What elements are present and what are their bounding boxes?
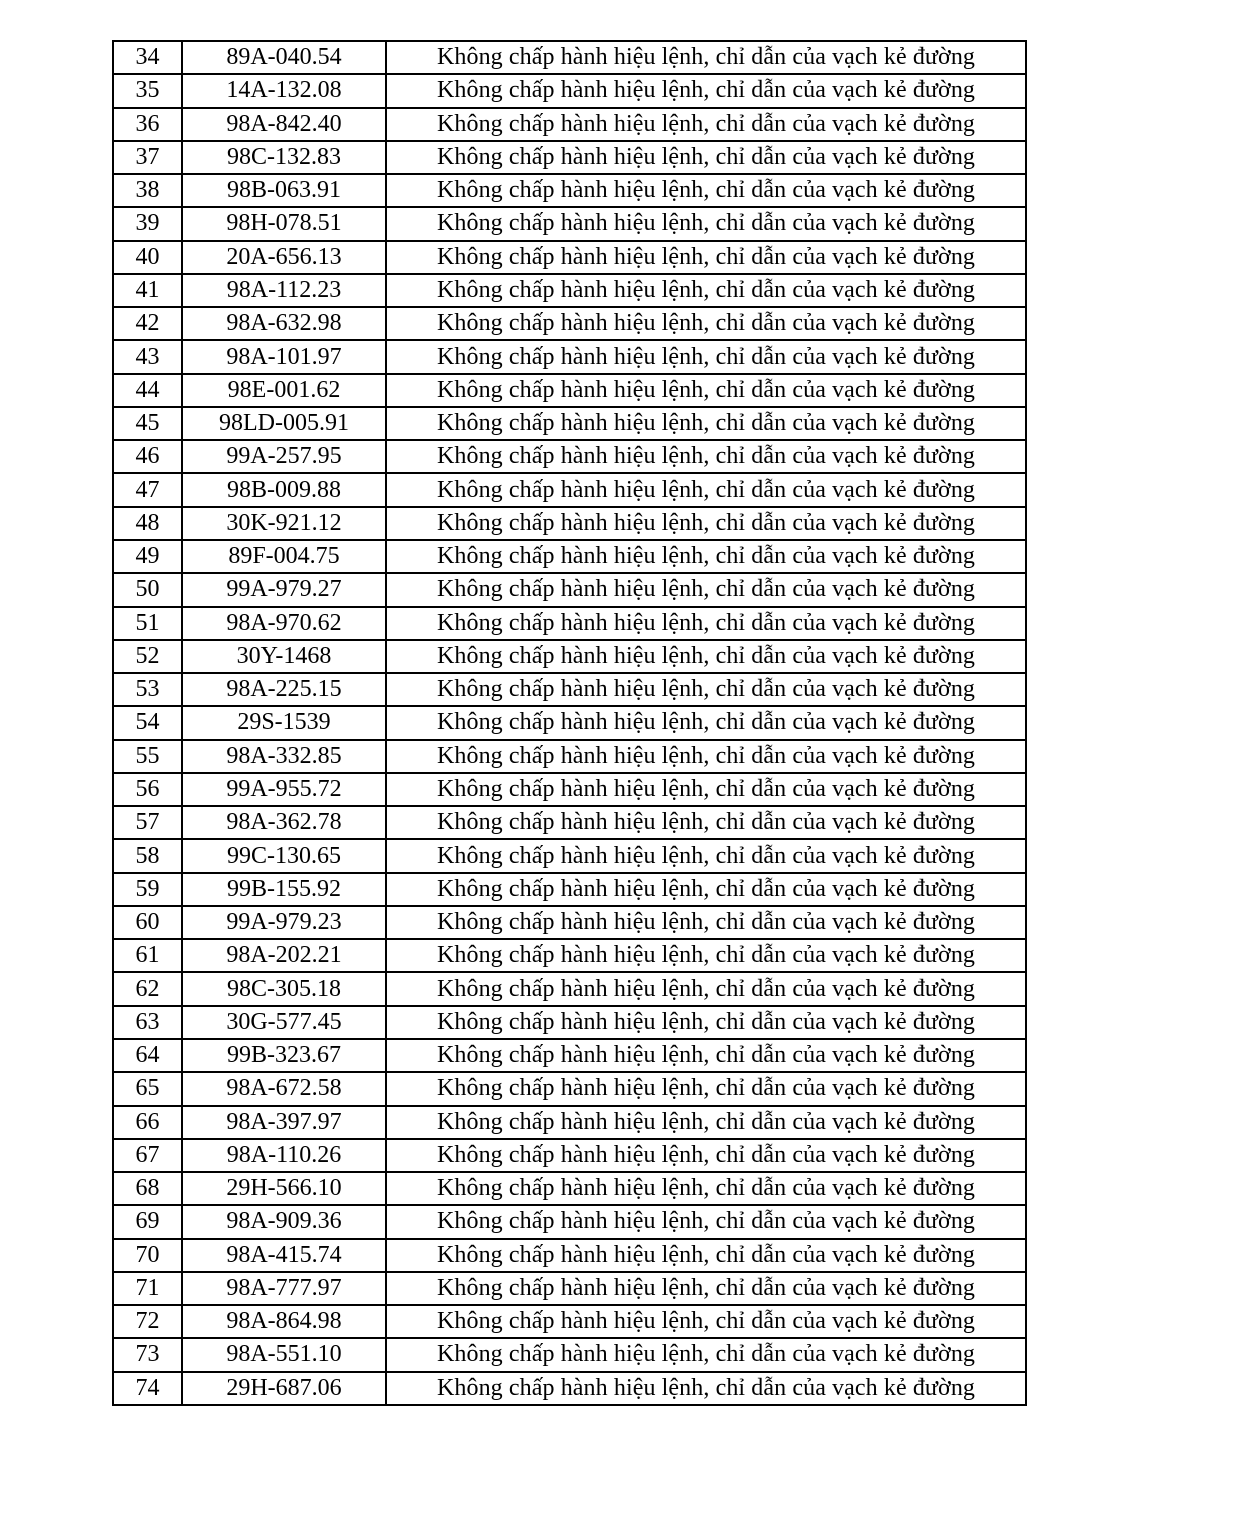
violation-cell: Không chấp hành hiệu lệnh, chỉ dẫn của vạch kẻ đường xyxy=(386,706,1026,739)
row-number-cell: 70 xyxy=(113,1239,182,1272)
table-row xyxy=(113,906,1026,939)
table-row xyxy=(113,1305,1026,1338)
violation-cell: Không chấp hành hiệu lệnh, chỉ dẫn của vạch kẻ đường xyxy=(386,1106,1026,1139)
license-plate-cell: 98A-672.58 xyxy=(182,1072,386,1105)
license-plate-cell: 98A-110.26 xyxy=(182,1139,386,1172)
license-plate-cell: 29S-1539 xyxy=(182,706,386,739)
violation-cell: Không chấp hành hiệu lệnh, chỉ dẫn của vạch kẻ đường xyxy=(386,1272,1026,1305)
license-plate-cell: 98A-632.98 xyxy=(182,307,386,340)
row-number-cell: 73 xyxy=(113,1338,182,1371)
table-row xyxy=(113,307,1026,340)
license-plate-cell: 14A-132.08 xyxy=(182,74,386,107)
row-number-cell: 74 xyxy=(113,1372,182,1405)
row-number-cell: 53 xyxy=(113,673,182,706)
violation-cell: Không chấp hành hiệu lệnh, chỉ dẫn của vạch kẻ đường xyxy=(386,473,1026,506)
table-row xyxy=(113,972,1026,1005)
table-row xyxy=(113,640,1026,673)
row-number-cell: 43 xyxy=(113,340,182,373)
row-number-cell: 35 xyxy=(113,74,182,107)
table-row xyxy=(113,507,1026,540)
table-row xyxy=(113,939,1026,972)
violations-table xyxy=(112,40,1027,1406)
violation-cell: Không chấp hành hiệu lệnh, chỉ dẫn của vạch kẻ đường xyxy=(386,1139,1026,1172)
table-row xyxy=(113,340,1026,373)
table-row xyxy=(113,873,1026,906)
violation-cell: Không chấp hành hiệu lệnh, chỉ dẫn của vạch kẻ đường xyxy=(386,141,1026,174)
table-row xyxy=(113,1006,1026,1039)
license-plate-cell: 98A-362.78 xyxy=(182,806,386,839)
license-plate-cell: 98A-101.97 xyxy=(182,340,386,373)
license-plate-cell: 99A-257.95 xyxy=(182,440,386,473)
violations-table-body xyxy=(113,41,1026,1405)
row-number-cell: 63 xyxy=(113,1006,182,1039)
row-number-cell: 47 xyxy=(113,473,182,506)
violation-cell: Không chấp hành hiệu lệnh, chỉ dẫn của vạch kẻ đường xyxy=(386,1172,1026,1205)
violation-cell: Không chấp hành hiệu lệnh, chỉ dẫn của vạch kẻ đường xyxy=(386,673,1026,706)
license-plate-cell: 89A-040.54 xyxy=(182,41,386,74)
violation-cell: Không chấp hành hiệu lệnh, chỉ dẫn của vạch kẻ đường xyxy=(386,307,1026,340)
violation-cell: Không chấp hành hiệu lệnh, chỉ dẫn của vạch kẻ đường xyxy=(386,773,1026,806)
license-plate-cell: 98E-001.62 xyxy=(182,374,386,407)
violation-cell: Không chấp hành hiệu lệnh, chỉ dẫn của vạch kẻ đường xyxy=(386,274,1026,307)
license-plate-cell: 98A-202.21 xyxy=(182,939,386,972)
row-number-cell: 45 xyxy=(113,407,182,440)
row-number-cell: 55 xyxy=(113,740,182,773)
table-row xyxy=(113,1139,1026,1172)
license-plate-cell: 99A-979.27 xyxy=(182,573,386,606)
license-plate-cell: 98B-063.91 xyxy=(182,174,386,207)
row-number-cell: 46 xyxy=(113,440,182,473)
table-row xyxy=(113,440,1026,473)
table-row xyxy=(113,1106,1026,1139)
violation-cell: Không chấp hành hiệu lệnh, chỉ dẫn của vạch kẻ đường xyxy=(386,340,1026,373)
row-number-cell: 66 xyxy=(113,1106,182,1139)
license-plate-cell: 98A-397.97 xyxy=(182,1106,386,1139)
row-number-cell: 39 xyxy=(113,207,182,240)
license-plate-cell: 29H-687.06 xyxy=(182,1372,386,1405)
row-number-cell: 57 xyxy=(113,806,182,839)
license-plate-cell: 99C-130.65 xyxy=(182,839,386,872)
table-row xyxy=(113,740,1026,773)
violation-cell: Không chấp hành hiệu lệnh, chỉ dẫn của vạch kẻ đường xyxy=(386,573,1026,606)
table-row xyxy=(113,108,1026,141)
violation-cell: Không chấp hành hiệu lệnh, chỉ dẫn của vạch kẻ đường xyxy=(386,607,1026,640)
table-row xyxy=(113,473,1026,506)
row-number-cell: 40 xyxy=(113,241,182,274)
violations-table-container xyxy=(112,40,1027,1406)
license-plate-cell: 98B-009.88 xyxy=(182,473,386,506)
table-row xyxy=(113,1039,1026,1072)
row-number-cell: 71 xyxy=(113,1272,182,1305)
license-plate-cell: 99B-323.67 xyxy=(182,1039,386,1072)
table-row xyxy=(113,1239,1026,1272)
table-row xyxy=(113,1072,1026,1105)
license-plate-cell: 98A-864.98 xyxy=(182,1305,386,1338)
violation-cell: Không chấp hành hiệu lệnh, chỉ dẫn của vạch kẻ đường xyxy=(386,540,1026,573)
row-number-cell: 56 xyxy=(113,773,182,806)
table-row xyxy=(113,207,1026,240)
table-row xyxy=(113,407,1026,440)
violation-cell: Không chấp hành hiệu lệnh, chỉ dẫn của vạch kẻ đường xyxy=(386,972,1026,1005)
license-plate-cell: 99A-979.23 xyxy=(182,906,386,939)
table-row xyxy=(113,374,1026,407)
row-number-cell: 36 xyxy=(113,108,182,141)
row-number-cell: 38 xyxy=(113,174,182,207)
license-plate-cell: 30G-577.45 xyxy=(182,1006,386,1039)
violation-cell: Không chấp hành hiệu lệnh, chỉ dẫn của vạch kẻ đường xyxy=(386,1072,1026,1105)
violation-cell: Không chấp hành hiệu lệnh, chỉ dẫn của vạch kẻ đường xyxy=(386,108,1026,141)
row-number-cell: 37 xyxy=(113,141,182,174)
license-plate-cell: 89F-004.75 xyxy=(182,540,386,573)
row-number-cell: 34 xyxy=(113,41,182,74)
table-row xyxy=(113,41,1026,74)
table-row xyxy=(113,141,1026,174)
table-row xyxy=(113,806,1026,839)
license-plate-cell: 98C-132.83 xyxy=(182,141,386,174)
violation-cell: Không chấp hành hiệu lệnh, chỉ dẫn của vạch kẻ đường xyxy=(386,806,1026,839)
row-number-cell: 62 xyxy=(113,972,182,1005)
row-number-cell: 59 xyxy=(113,873,182,906)
license-plate-cell: 99A-955.72 xyxy=(182,773,386,806)
row-number-cell: 50 xyxy=(113,573,182,606)
violation-cell: Không chấp hành hiệu lệnh, chỉ dẫn của vạch kẻ đường xyxy=(386,374,1026,407)
table-row xyxy=(113,839,1026,872)
license-plate-cell: 98A-970.62 xyxy=(182,607,386,640)
table-row xyxy=(113,1205,1026,1238)
violation-cell: Không chấp hành hiệu lệnh, chỉ dẫn của vạch kẻ đường xyxy=(386,241,1026,274)
violation-cell: Không chấp hành hiệu lệnh, chỉ dẫn của vạch kẻ đường xyxy=(386,507,1026,540)
row-number-cell: 69 xyxy=(113,1205,182,1238)
row-number-cell: 65 xyxy=(113,1072,182,1105)
row-number-cell: 68 xyxy=(113,1172,182,1205)
table-row xyxy=(113,1338,1026,1371)
table-row xyxy=(113,274,1026,307)
license-plate-cell: 98A-842.40 xyxy=(182,108,386,141)
row-number-cell: 44 xyxy=(113,374,182,407)
violation-cell: Không chấp hành hiệu lệnh, chỉ dẫn của vạch kẻ đường xyxy=(386,207,1026,240)
violation-cell: Không chấp hành hiệu lệnh, chỉ dẫn của vạch kẻ đường xyxy=(386,740,1026,773)
row-number-cell: 48 xyxy=(113,507,182,540)
license-plate-cell: 98A-332.85 xyxy=(182,740,386,773)
row-number-cell: 60 xyxy=(113,906,182,939)
violation-cell: Không chấp hành hiệu lệnh, chỉ dẫn của vạch kẻ đường xyxy=(386,1305,1026,1338)
row-number-cell: 64 xyxy=(113,1039,182,1072)
violation-cell: Không chấp hành hiệu lệnh, chỉ dẫn của vạch kẻ đường xyxy=(386,1006,1026,1039)
license-plate-cell: 99B-155.92 xyxy=(182,873,386,906)
license-plate-cell: 30K-921.12 xyxy=(182,507,386,540)
violation-cell: Không chấp hành hiệu lệnh, chỉ dẫn của vạch kẻ đường xyxy=(386,174,1026,207)
violation-cell: Không chấp hành hiệu lệnh, chỉ dẫn của vạch kẻ đường xyxy=(386,640,1026,673)
violation-cell: Không chấp hành hiệu lệnh, chỉ dẫn của vạch kẻ đường xyxy=(386,407,1026,440)
violation-cell: Không chấp hành hiệu lệnh, chỉ dẫn của vạch kẻ đường xyxy=(386,440,1026,473)
table-row xyxy=(113,1172,1026,1205)
license-plate-cell: 98A-777.97 xyxy=(182,1272,386,1305)
table-row xyxy=(113,607,1026,640)
license-plate-cell: 98A-225.15 xyxy=(182,673,386,706)
violation-cell: Không chấp hành hiệu lệnh, chỉ dẫn của vạch kẻ đường xyxy=(386,873,1026,906)
row-number-cell: 58 xyxy=(113,839,182,872)
row-number-cell: 67 xyxy=(113,1139,182,1172)
violation-cell: Không chấp hành hiệu lệnh, chỉ dẫn của vạch kẻ đường xyxy=(386,839,1026,872)
row-number-cell: 49 xyxy=(113,540,182,573)
row-number-cell: 54 xyxy=(113,706,182,739)
violation-cell: Không chấp hành hiệu lệnh, chỉ dẫn của vạch kẻ đường xyxy=(386,1372,1026,1405)
row-number-cell: 61 xyxy=(113,939,182,972)
row-number-cell: 42 xyxy=(113,307,182,340)
violation-cell: Không chấp hành hiệu lệnh, chỉ dẫn của vạch kẻ đường xyxy=(386,939,1026,972)
violation-cell: Không chấp hành hiệu lệnh, chỉ dẫn của vạch kẻ đường xyxy=(386,41,1026,74)
license-plate-cell: 98H-078.51 xyxy=(182,207,386,240)
license-plate-cell: 98A-551.10 xyxy=(182,1338,386,1371)
row-number-cell: 51 xyxy=(113,607,182,640)
table-row xyxy=(113,1272,1026,1305)
violation-cell: Không chấp hành hiệu lệnh, chỉ dẫn của vạch kẻ đường xyxy=(386,1239,1026,1272)
violation-cell: Không chấp hành hiệu lệnh, chỉ dẫn của vạch kẻ đường xyxy=(386,1338,1026,1371)
table-row xyxy=(113,1372,1026,1405)
license-plate-cell: 20A-656.13 xyxy=(182,241,386,274)
table-row xyxy=(113,773,1026,806)
row-number-cell: 52 xyxy=(113,640,182,673)
violation-cell: Không chấp hành hiệu lệnh, chỉ dẫn của vạch kẻ đường xyxy=(386,906,1026,939)
license-plate-cell: 98A-909.36 xyxy=(182,1205,386,1238)
license-plate-cell: 30Y-1468 xyxy=(182,640,386,673)
license-plate-cell: 98LD-005.91 xyxy=(182,407,386,440)
table-row xyxy=(113,241,1026,274)
row-number-cell: 72 xyxy=(113,1305,182,1338)
license-plate-cell: 98A-112.23 xyxy=(182,274,386,307)
table-row xyxy=(113,673,1026,706)
table-row xyxy=(113,573,1026,606)
table-row xyxy=(113,174,1026,207)
table-row xyxy=(113,540,1026,573)
violation-cell: Không chấp hành hiệu lệnh, chỉ dẫn của vạch kẻ đường xyxy=(386,1039,1026,1072)
row-number-cell: 41 xyxy=(113,274,182,307)
table-row xyxy=(113,74,1026,107)
violation-cell: Không chấp hành hiệu lệnh, chỉ dẫn của vạch kẻ đường xyxy=(386,1205,1026,1238)
license-plate-cell: 98C-305.18 xyxy=(182,972,386,1005)
violation-cell: Không chấp hành hiệu lệnh, chỉ dẫn của vạch kẻ đường xyxy=(386,74,1026,107)
table-row xyxy=(113,706,1026,739)
license-plate-cell: 29H-566.10 xyxy=(182,1172,386,1205)
license-plate-cell: 98A-415.74 xyxy=(182,1239,386,1272)
